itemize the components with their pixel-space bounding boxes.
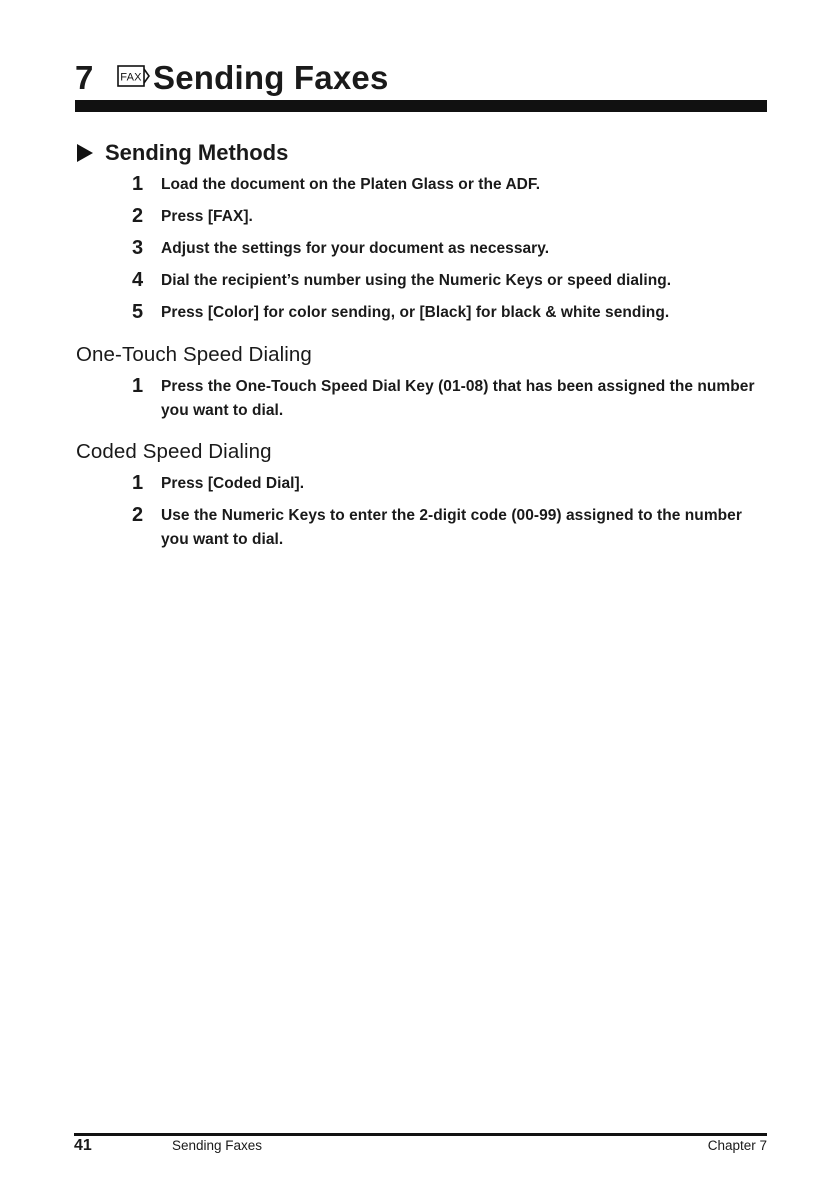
list-item: [130, 172, 771, 197]
section-heading-text: Sending Methods: [105, 140, 289, 165]
step-number: 5: [132, 301, 144, 323]
chapter-title-text: Sending Faxes: [153, 59, 389, 96]
footer-rule: [74, 1133, 767, 1136]
page-number: 41: [74, 1137, 92, 1154]
step-text: Dial the recipient’s number using the Numeric Keys or speed dialing.: [161, 272, 672, 289]
step-text: Load the document on the Platen Glass or the ADF.: [161, 176, 541, 193]
triangle-bullet-icon: [77, 144, 93, 162]
title-rule: [75, 100, 767, 112]
step-number: 3: [132, 237, 144, 259]
step-number: 2: [132, 205, 144, 227]
chapter-number: 7: [75, 59, 94, 96]
footer-title: Sending Faxes: [172, 1138, 263, 1153]
list-item: [130, 503, 771, 552]
list-item: [130, 300, 771, 325]
footer-chapter: Chapter 7: [707, 1138, 767, 1153]
fax-icon: [117, 65, 151, 87]
list-item: [130, 471, 771, 496]
step-text: Press [Color] for color sending, or [Black] for black & white sending.: [161, 304, 670, 321]
list-item: [130, 374, 771, 423]
list-item: [130, 236, 771, 261]
step-text: Press [FAX].: [161, 208, 253, 225]
step-text: Adjust the settings for your document as necessary.: [161, 240, 550, 257]
step-number: 1: [132, 472, 144, 494]
step-text: Press the One-Touch Speed Dial Key (01-08) that has been assigned the number you want to dial.: [161, 378, 755, 419]
step-number: 1: [132, 173, 144, 195]
step-text: Use the Numeric Keys to enter the 2-digit code (00-99) assigned to the number you want to dial.: [161, 507, 742, 548]
svg-text:FAX: FAX: [120, 71, 142, 84]
list-item: [130, 268, 771, 293]
step-text: Press [Coded Dial].: [161, 475, 305, 492]
step-number: 1: [132, 375, 144, 397]
section-heading: [77, 139, 288, 167]
list-item: [130, 204, 771, 229]
step-number: 4: [132, 269, 144, 291]
coded-dial-heading: Coded Speed Dialing: [76, 440, 272, 463]
one-touch-heading: One-Touch Speed Dialing: [76, 343, 312, 366]
chapter-title: [75, 58, 389, 98]
step-number: 2: [132, 504, 144, 526]
